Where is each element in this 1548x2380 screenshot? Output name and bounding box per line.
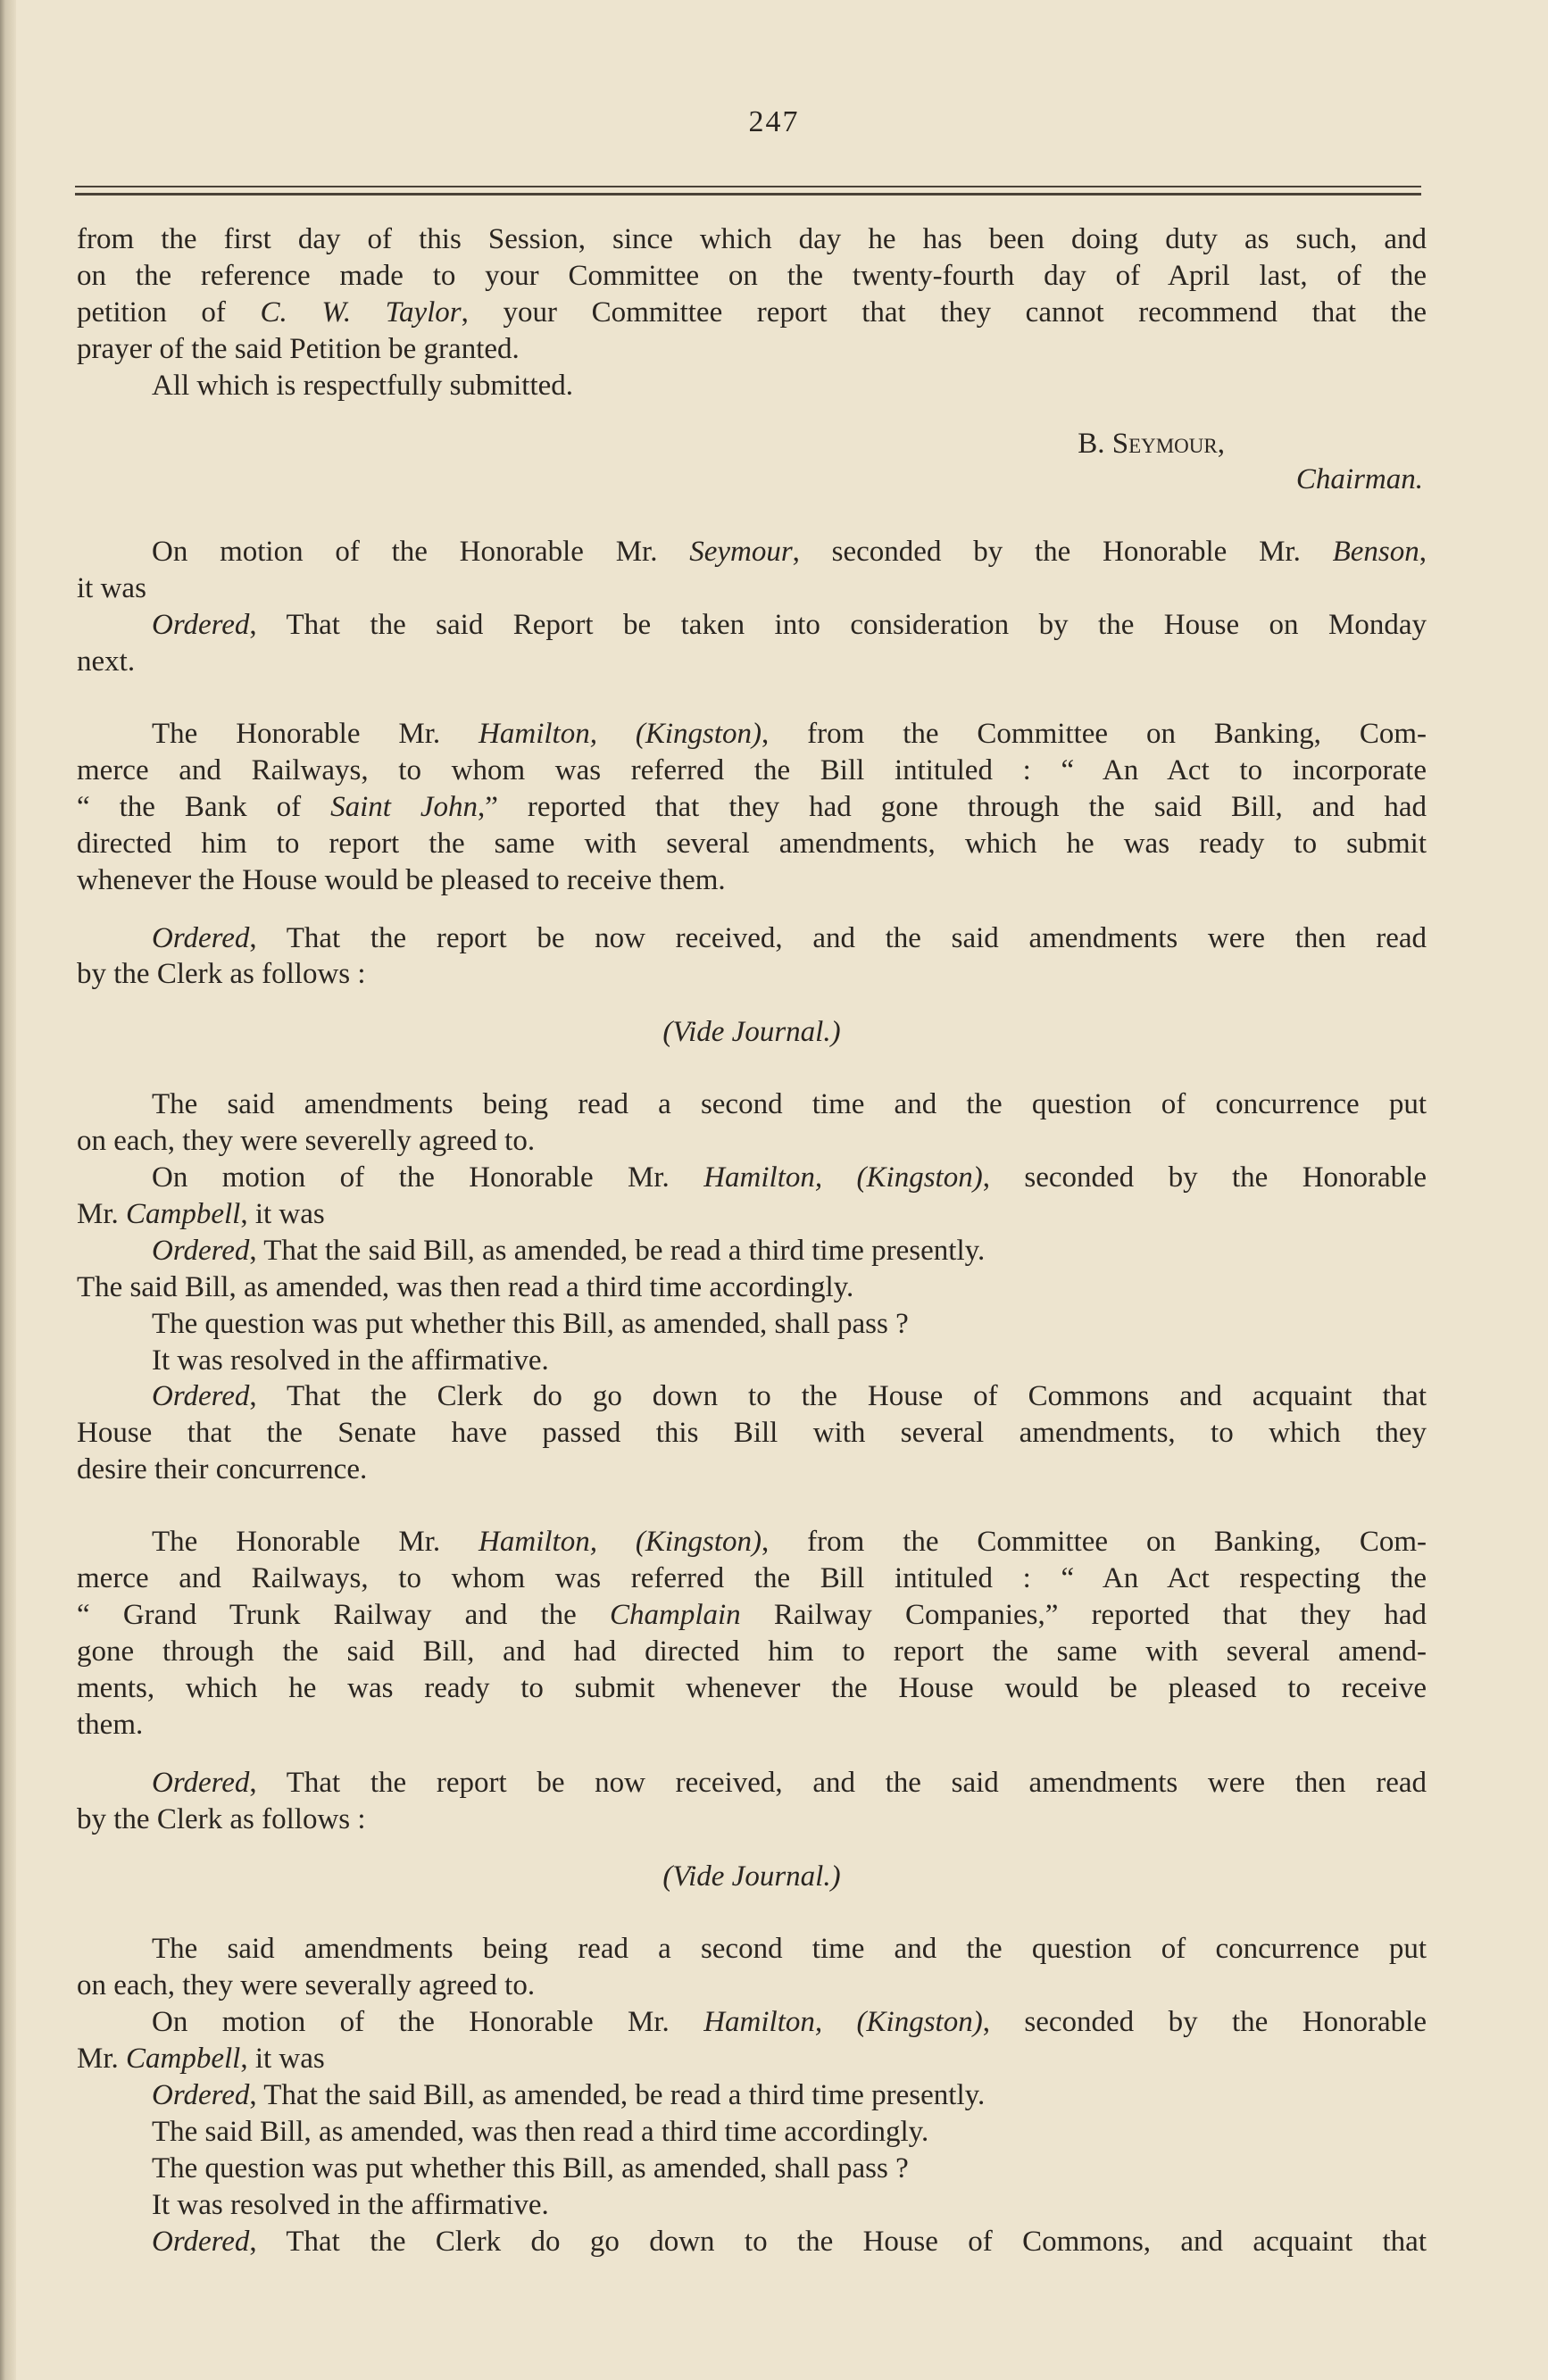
text-line: “ the Bank of Saint John,” reported that they had gone through the said Bill, and had — [77, 790, 1427, 823]
text-line: on the reference made to your Committee on the twenty-fourth day of April last, of the — [77, 259, 1427, 292]
text-line: The said amendments being read a second time and the question of concurrence put — [152, 1933, 1427, 1966]
text-line: Mr. Campbell, it was — [77, 1197, 325, 1230]
text-line: gone through the said Bill, and had directed him to report the same with several amend- — [77, 1635, 1427, 1668]
text-line: petition of C. W. Taylor, your Committee report that they cannot recommend that the — [77, 295, 1427, 329]
text-line: On motion of the Honorable Mr. Hamilton, (Kingston), seconded by the Honorable — [152, 1161, 1427, 1194]
page-body — [77, 221, 1427, 2260]
text-line: merce and Railways, to whom was referred the Bill intituled : “ An Act respecting the — [77, 1562, 1427, 1595]
signature-name: B. Seymour, — [1078, 427, 1225, 460]
text-line: “ Grand Trunk Railway and the Champlain Railway Companies,” reported that they had — [77, 1599, 1427, 1631]
header-rule-thick — [75, 193, 1421, 196]
text-line: whenever the House would be pleased to receive them. — [77, 863, 726, 896]
binding-edge — [0, 0, 16, 2380]
text-line: it was — [77, 572, 146, 605]
text-line: Ordered, That the said Report be taken into consideration by the House on Monday — [152, 609, 1427, 642]
text-line: Ordered, That the said Bill, as amended, be read a third time presently. — [152, 2078, 986, 2111]
signature-title: Chairman. — [1295, 463, 1423, 496]
text-line: next. — [77, 645, 136, 678]
text-line: The Honorable Mr. Hamilton, (Kingston), from the Committee on Banking, Com- — [152, 1526, 1427, 1559]
text-line: The said amendments being read a second time and the question of concurrence put — [152, 1088, 1427, 1121]
text-line: merce and Railways, to whom was referred the Bill intituled : “ An Act to incorporate — [77, 753, 1427, 786]
text-line: On motion of the Honorable Mr. Seymour, seconded by the Honorable Mr. Benson, — [152, 536, 1427, 569]
text-line: desire their concurrence. — [77, 1453, 368, 1486]
text-line: from the first day of this Session, since which day he has been doing duty as such, and — [77, 223, 1427, 255]
petitioner-name: C. W. Taylor — [260, 295, 462, 329]
text-line: It was resolved in the affirmative. — [152, 1344, 549, 1377]
text-line: Ordered, That the Clerk do go down to the House of Commons, and acquaint that — [152, 2225, 1427, 2258]
text-line: on each, they were severally agreed to. — [77, 1969, 536, 2002]
text-line: All which is respectfully submitted. — [152, 369, 574, 402]
text-line: ments, which he was ready to submit whenever the House would be pleased to receive — [77, 1671, 1427, 1704]
text-line: Ordered, That the said Bill, as amended, be read a third time presently. — [152, 1234, 986, 1267]
vide-journal: (Vide Journal.) — [662, 1016, 841, 1049]
page-number: 247 — [748, 105, 800, 138]
text-line: Ordered, That the Clerk do go down to the House of Commons and acquaint that — [152, 1380, 1427, 1413]
text-line: them. — [77, 1708, 144, 1741]
vide-journal: (Vide Journal.) — [662, 1860, 841, 1893]
text-line: Ordered, That the report be now received, and the said amendments were then read — [152, 1766, 1427, 1799]
text-line: Ordered, That the report be now received, and the said amendments were then read — [152, 921, 1427, 954]
text-line: prayer of the said Petition be granted. — [77, 332, 520, 365]
text-line: On motion of the Honorable Mr. Hamilton, (Kingston), seconded by the Honorable — [152, 2006, 1427, 2039]
text-line: The said Bill, as amended, was then read a third time accordingly. — [77, 1270, 854, 1303]
text-line: on each, they were severelly agreed to. — [77, 1125, 536, 1158]
text-line: House that the Senate have passed this Bill with several amendments, to which they — [77, 1417, 1427, 1450]
text-line: It was resolved in the affirmative. — [152, 2188, 549, 2221]
text-line: The question was put whether this Bill, as amended, shall pass ? — [152, 1307, 909, 1340]
text-line: The question was put whether this Bill, as amended, shall pass ? — [152, 2151, 909, 2184]
text-line: directed him to report the same with several amendments, which he was ready to submit — [77, 827, 1427, 860]
text-line: by the Clerk as follows : — [77, 1802, 366, 1835]
text-line: The said Bill, as amended, was then read a third time accordingly. — [152, 2115, 929, 2148]
header-rule — [75, 186, 1421, 187]
text-line: by the Clerk as follows : — [77, 958, 366, 991]
text-line: The Honorable Mr. Hamilton, (Kingston), from the Committee on Banking, Com- — [152, 717, 1427, 750]
text-line: Mr. Campbell, it was — [77, 2043, 325, 2076]
